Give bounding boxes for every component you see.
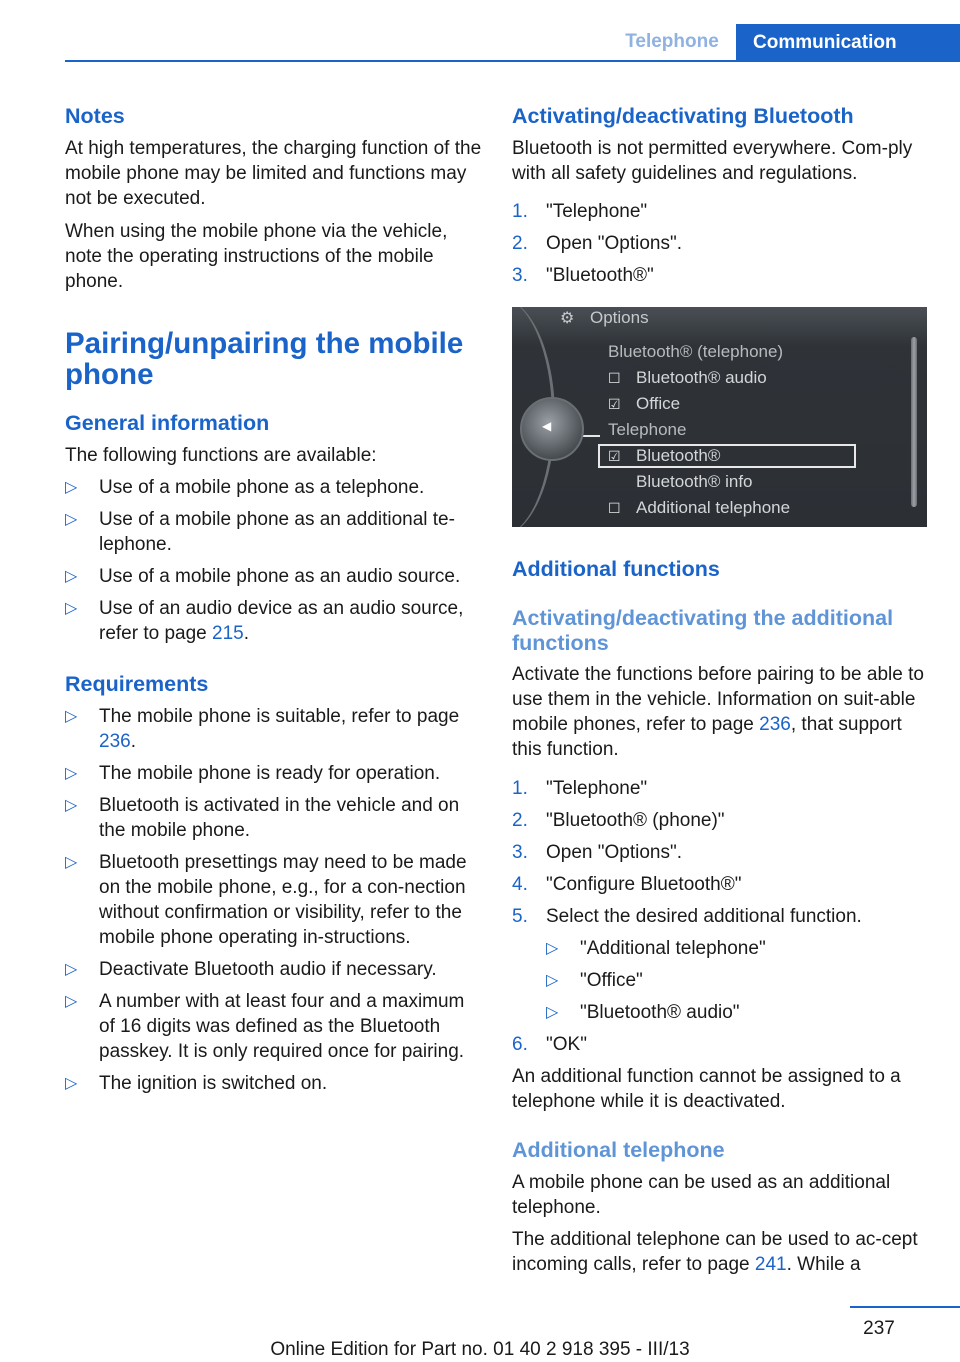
- triangle-bullet-icon: ▷: [546, 1004, 559, 1021]
- notes-paragraph-2: When using the mobile phone via the vehicle, note the operating instructions of the mobile phone.: [65, 221, 448, 292]
- list-item: ▷ Deactivate Bluetooth audio if necessary.: [65, 959, 437, 980]
- additional-steps: [512, 776, 930, 1057]
- checkbox-icon: ☐: [608, 370, 621, 386]
- triangle-bullet-icon: ▷: [65, 568, 78, 585]
- section-title: Telephone: [625, 31, 719, 52]
- checkbox-checked-icon: ☑: [608, 448, 621, 464]
- list-item: ▷ Use of a mobile phone as an audio source.: [65, 566, 461, 587]
- list-item: ▷ A number with at least four and a maximum of 16 digits was defined as the Bluetooth passkey. It is only required once for pairing.: [65, 991, 465, 1062]
- edition-footer: Online Edition for Part no. 01 40 2 918 395 - III/13: [270, 1339, 690, 1360]
- triangle-bullet-icon: ▷: [65, 600, 78, 617]
- list-item: 6. "OK": [512, 1034, 587, 1055]
- list-item: 1. "Telephone": [512, 778, 648, 799]
- list-item: 3. Open "Options".: [512, 842, 683, 863]
- triangle-bullet-icon: ▷: [65, 993, 78, 1010]
- additional-telephone-heading: Additional telephone: [512, 1138, 725, 1162]
- list-item: ▷ The ignition is switched on.: [65, 1073, 328, 1094]
- list-item: ▷ The mobile phone is suitable, refer to page 236.: [65, 706, 460, 752]
- list-item: ▷ Use of a mobile phone as an additional te‐lephone.: [65, 509, 455, 555]
- bluetooth-intro: Bluetooth is not permitted everywhere. Com‐ply with all safety guidelines and regulations.: [512, 138, 913, 184]
- list-item: ▷ Bluetooth is activated in the vehicle and on the mobile phone.: [65, 795, 460, 841]
- checkbox-checked-icon: ☑: [608, 396, 621, 412]
- requirements-list: [65, 704, 482, 1096]
- triangle-bullet-icon: ▷: [546, 972, 559, 989]
- scrollbar-rail: [911, 337, 917, 507]
- list-item: 3. "Bluetooth®": [512, 265, 654, 286]
- list-item: ▷ Bluetooth presettings may need to be made on the mobile phone, e.g., for a con‐nection without confirmation or visibility, refer to the mobile phone operating in‐structions.: [65, 852, 467, 948]
- triangle-bullet-icon: ▷: [65, 708, 78, 725]
- list-item: ▷ Use of a mobile phone as a telephone.: [65, 477, 425, 498]
- general-intro: The following functions are available:: [65, 445, 377, 466]
- list-item: ▷ Use of an audio device as an audio source, refer to page 215.: [65, 598, 464, 644]
- triangle-bullet-icon: ▷: [65, 479, 78, 496]
- activate-additional-heading: Activating/deactivating the additional functions: [512, 606, 894, 655]
- checkbox-icon: ☐: [608, 500, 621, 516]
- bluetooth-steps: [512, 199, 930, 288]
- activate-additional-paragraph: Activate the functions before pairing to be able to use them in the vehicle. Information on suit‐able mobile phones, refer to page 236, that support this function.: [512, 664, 924, 760]
- pairing-heading: Pairing/unpairing the mobile phone: [65, 327, 464, 391]
- list-item: 2. Open "Options".: [512, 233, 683, 254]
- page-link-241[interactable]: 241: [754, 1254, 787, 1275]
- triangle-bullet-icon: ▷: [65, 797, 78, 814]
- screen-item: ☐ Bluetooth® audio: [608, 365, 767, 391]
- notes-paragraph-1: At high temperatures, the charging function of the mobile phone may be limited and functions may not be executed.: [65, 138, 482, 209]
- options-screen-image: [512, 307, 927, 527]
- header-rule: [65, 60, 960, 62]
- list-item: ▷ "Bluetooth® audio": [546, 1002, 740, 1023]
- selection-frame: [598, 444, 856, 468]
- list-item: 1. "Telephone": [512, 201, 648, 222]
- screen-item: Bluetooth® (telephone): [608, 342, 784, 361]
- triangle-bullet-icon: ▷: [65, 1075, 78, 1092]
- right-column: [512, 103, 930, 1277]
- additional-telephone-p1: A mobile phone can be used as an additional telephone.: [512, 1172, 891, 1218]
- triangle-bullet-icon: ▷: [65, 854, 78, 871]
- triangle-bullet-icon: ▷: [546, 940, 559, 957]
- list-item: ▷ "Additional telephone": [546, 938, 766, 959]
- page-link-215[interactable]: 215: [212, 623, 244, 644]
- notes-heading: Notes: [65, 104, 125, 128]
- screen-item-selected: ☑ Bluetooth®: [608, 443, 720, 469]
- page-link-236[interactable]: 236: [759, 714, 791, 735]
- list-item: 4. "Configure Bluetooth®": [512, 874, 742, 895]
- controller-knob-icon: [520, 397, 584, 461]
- chapter-tab: Communication: [736, 24, 960, 60]
- list-item: ▷ The mobile phone is ready for operation.: [65, 763, 441, 784]
- arrow-left-icon: ◀: [542, 419, 552, 433]
- additional-note: An additional function cannot be assigned to a telephone while it is deactivated.: [512, 1066, 901, 1112]
- triangle-bullet-icon: ▷: [65, 511, 78, 528]
- screen-item: Bluetooth® info: [636, 472, 753, 491]
- page-link-236[interactable]: 236: [99, 731, 131, 752]
- requirements-heading: Requirements: [65, 672, 209, 696]
- options-icon: ⚙: [560, 310, 575, 327]
- list-item: ▷ "Office": [546, 970, 643, 991]
- sub-list: [546, 936, 930, 1025]
- bluetooth-heading: Activating/deactivating Bluetooth: [512, 104, 854, 128]
- triangle-bullet-icon: ▷: [65, 961, 78, 978]
- additional-functions-heading: Additional functions: [512, 557, 720, 581]
- screen-title: Options: [590, 308, 649, 327]
- footer-rule: [850, 1306, 960, 1308]
- list-item: 2. "Bluetooth® (phone)": [512, 810, 725, 831]
- additional-telephone-p2: The additional telephone can be used to ac‐cept incoming calls, refer to page 241. While a: [512, 1229, 918, 1275]
- screen-item: ☑ Office: [608, 391, 680, 417]
- screen-item: Telephone: [608, 420, 687, 439]
- functions-list: [65, 475, 482, 646]
- page-number: 237: [863, 1318, 895, 1339]
- list-item: 5. Select the desired additional function. ▷ "Additional telephone" ▷ "Office" ▷ "Bluetooth® audio": [512, 904, 930, 1025]
- general-info-heading: General information: [65, 411, 270, 435]
- triangle-bullet-icon: ▷: [65, 765, 78, 782]
- screen-item: ☐ Additional telephone: [608, 495, 790, 521]
- left-column: [65, 103, 482, 1096]
